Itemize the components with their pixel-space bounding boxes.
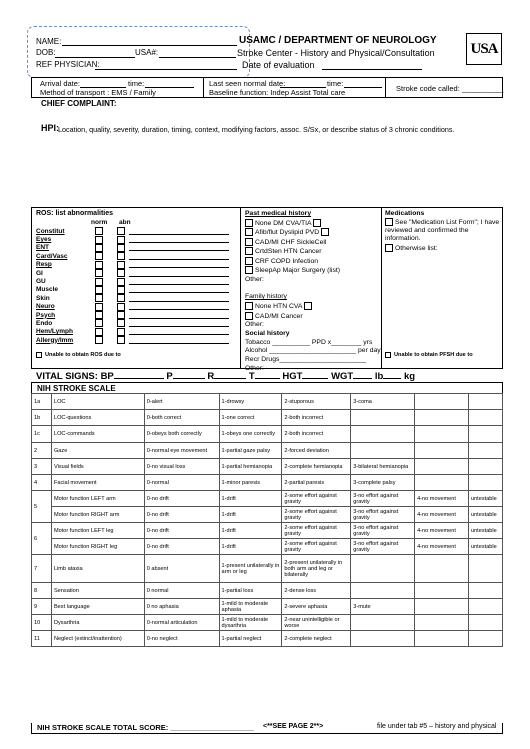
ros-norm-checkbox[interactable]	[95, 286, 103, 294]
nih-score-option[interactable]: 0-no visual loss	[144, 459, 219, 475]
nih-row	[32, 615, 503, 631]
ros-abn-checkbox[interactable]	[117, 261, 125, 269]
pmh-column	[245, 210, 381, 373]
ros-item-label: Skin	[36, 294, 50, 302]
nih-item-name: Best language	[51, 599, 144, 615]
recr-drugs-field[interactable]: Recr Drugs_______________________	[245, 355, 367, 363]
nih-score-option[interactable]: 3-bilateral hemianopia	[351, 459, 415, 475]
nih-score-option[interactable]: 3-no effort against gravity	[351, 491, 415, 507]
nih-score-option[interactable]: 2-forced deviation	[282, 443, 351, 459]
nih-score-option[interactable]: 2-some effort against gravity	[282, 539, 351, 555]
nih-score-option[interactable]: 2-present unilaterally in both arm and leg or bilaterally	[282, 555, 351, 583]
nih-score-option[interactable]: 2-stuporous	[282, 394, 351, 410]
ros-item[interactable]	[36, 328, 229, 336]
medication-list-form[interactable]	[385, 218, 501, 243]
vital-bp-label: VITAL SIGNS: BP	[36, 371, 114, 382]
nih-table	[31, 393, 503, 647]
page-subtitle: Stroke Center - History and Physical/Consultation	[237, 48, 435, 58]
nih-score-option	[468, 555, 502, 583]
vital-lb-label: lb	[374, 371, 384, 382]
logo-text: USA	[470, 40, 498, 57]
ros-norm-checkbox[interactable]	[95, 227, 103, 235]
pmh-other[interactable]: Other:	[245, 275, 264, 283]
family-row[interactable]	[245, 312, 381, 322]
nih-score-option[interactable]: 2-near unintelligible or worse	[282, 615, 351, 631]
ros-item[interactable]	[36, 227, 229, 235]
baseline-function[interactable]: Baseline function: Indep Assist Total care	[209, 88, 346, 97]
nih-title-bar	[31, 382, 503, 393]
ros-item-label: Allergy/Imm	[36, 336, 74, 344]
ros-list	[36, 227, 229, 344]
ros-item[interactable]	[36, 303, 229, 311]
nih-row	[32, 507, 503, 523]
nih-score-option[interactable]: 0 absent	[144, 555, 219, 583]
stroke-code-called[interactable]: Stroke code called: __________	[396, 84, 504, 93]
nih-score-option[interactable]: 0-normal	[144, 475, 219, 491]
nih-score-option	[351, 615, 415, 631]
tobacco-field[interactable]: Tobacco __________ PPD x________ yrs	[245, 338, 373, 346]
nih-score-option	[415, 475, 469, 491]
ros-item-label: Eyes	[36, 236, 52, 244]
nih-item-name: LOC-questions	[51, 410, 144, 426]
nih-score-option	[351, 426, 415, 443]
ros-unable[interactable]	[36, 352, 121, 358]
nih-score-option[interactable]: 2-some effort against gravity	[282, 491, 351, 507]
arrival-time-label: time:	[128, 79, 145, 88]
nih-score-option[interactable]: 2-dense loss	[282, 583, 351, 599]
ros-abn-checkbox[interactable]	[117, 227, 125, 235]
pmh-checkbox[interactable]	[245, 228, 253, 236]
pfsh-unable-label: Unable to obtain PFSH due to	[394, 352, 473, 358]
page-title: USAMC / DEPARTMENT OF NEUROLOGY	[239, 35, 437, 46]
pmh-row-label: None DM CVA/TIA	[255, 219, 312, 227]
ros-item[interactable]	[36, 252, 229, 260]
nih-score-option	[468, 443, 502, 459]
family-checkbox[interactable]	[304, 302, 312, 310]
ros-item-label: Psych	[36, 311, 56, 319]
ref-physician-field[interactable]	[36, 60, 100, 69]
nih-score-option[interactable]: 2-partial paresis	[282, 475, 351, 491]
nih-item-number: 1b	[32, 410, 52, 426]
nih-item-number: 5	[32, 491, 52, 523]
nih-score-option[interactable]: 1-drift	[219, 507, 282, 523]
nih-score-option	[415, 555, 469, 583]
arrival-date-label: Arrival date:	[40, 79, 81, 88]
ros-unable-label: Unable to obtain ROS due to	[45, 352, 121, 358]
nih-row	[32, 539, 503, 555]
ros-norm-checkbox[interactable]	[95, 336, 103, 344]
ros-item[interactable]	[36, 336, 229, 344]
nih-score-option[interactable]: 2-both incorrect	[282, 410, 351, 426]
nih-score-option	[415, 443, 469, 459]
ros-item-label: Card/Vasc	[36, 252, 68, 260]
nih-score-option[interactable]: 4-no movement	[415, 507, 469, 523]
nih-score-option[interactable]: untestable	[468, 523, 502, 539]
pmh-title: Past medical history	[245, 210, 312, 217]
nih-title: NIH STROKE SCALE	[37, 384, 116, 393]
family-other[interactable]: Other:	[245, 321, 264, 329]
nih-score-option	[351, 631, 415, 647]
pmh-row-label: CRF COPD Infection	[255, 257, 319, 265]
nih-score-option[interactable]: 0-no drift	[144, 523, 219, 539]
nih-score-option[interactable]: 1-partial neglect	[219, 631, 282, 647]
nih-score-option	[415, 459, 469, 475]
usa-label: USA#:	[135, 48, 159, 57]
family-row[interactable]	[245, 302, 381, 312]
nih-score-option	[468, 631, 502, 647]
nih-item-number: 6	[32, 523, 52, 555]
nih-score-option[interactable]: 2-some effort against gravity	[282, 523, 351, 539]
nih-score-option[interactable]: 0-alert	[144, 394, 219, 410]
ros-norm-checkbox[interactable]	[95, 303, 103, 311]
nih-score-option	[468, 475, 502, 491]
pmh-row[interactable]	[245, 219, 381, 229]
nih-score-option[interactable]: 1-partial gaze palsy	[219, 443, 282, 459]
usa-logo	[466, 33, 502, 65]
nih-score-option	[468, 394, 502, 410]
nih-item-number: 3	[32, 459, 52, 475]
ros-unable-checkbox[interactable]	[36, 352, 42, 358]
nih-item-number: 1a	[32, 394, 52, 410]
nih-row	[32, 583, 503, 599]
ros-abn-checkbox[interactable]	[117, 286, 125, 294]
nih-score-option[interactable]: 0-normal articulation	[144, 615, 219, 631]
nih-row	[32, 523, 503, 539]
nih-item-name: Motor function LEFT arm	[51, 491, 144, 507]
vital-wgt-label: WGT	[331, 371, 354, 382]
vital-hgt-label: HGT	[282, 371, 303, 382]
nih-item-name: Limb ataxia	[51, 555, 144, 583]
nih-score-option[interactable]: 1-one correct	[219, 410, 282, 426]
nih-score-option	[415, 615, 469, 631]
ros-abn-checkbox[interactable]	[117, 328, 125, 336]
otherwise-checkbox[interactable]	[385, 244, 393, 252]
nih-score-option[interactable]: 0 no aphasia	[144, 599, 219, 615]
nih-item-name: LOC-commands	[51, 426, 144, 443]
nih-score-option	[468, 583, 502, 599]
nih-item-number: 4	[32, 475, 52, 491]
nih-score-option[interactable]: 4-no movement	[415, 491, 469, 507]
pmh-row[interactable]	[245, 266, 381, 276]
nih-score-option[interactable]: 0-no drift	[144, 539, 219, 555]
nih-score-option	[468, 410, 502, 426]
transport-method[interactable]: Method of transport : EMS / Family	[40, 88, 156, 97]
see-page-2: <**SEE PAGE 2**>	[263, 723, 324, 730]
ros-item[interactable]	[36, 277, 229, 285]
nih-item-name: Sensation	[51, 583, 144, 599]
nih-score-option[interactable]: 3-coma	[351, 394, 415, 410]
nih-score-option[interactable]: untestable	[468, 491, 502, 507]
nih-score-option[interactable]: 1-mild to moderate dysarthria	[219, 615, 282, 631]
nih-item-name: Gaze	[51, 443, 144, 459]
nih-row	[32, 426, 503, 443]
pmh-row[interactable]	[245, 247, 381, 257]
vital-t-label: T	[248, 371, 255, 382]
evaluation-date-field[interactable]	[242, 60, 315, 70]
nih-score-option[interactable]: untestable	[468, 539, 502, 555]
pmh-row-label: SleepAp Major Surgery (list)	[255, 267, 340, 274]
nih-item-number: 9	[32, 599, 52, 615]
ros-abn-checkbox[interactable]	[117, 269, 125, 277]
nih-footer	[31, 723, 503, 734]
name-label: NAME:	[36, 37, 62, 46]
nih-row	[32, 410, 503, 426]
nih-score-option[interactable]: 0-both correct	[144, 410, 219, 426]
last-seen-time-label: time:	[327, 79, 344, 88]
family-checkbox[interactable]	[245, 302, 253, 310]
file-under-note: file under tab #5 – history and physical	[377, 723, 497, 730]
ros-abn-checkbox[interactable]	[117, 244, 125, 252]
pmh-row-label: CAD/MI CHF SickleCell	[255, 238, 327, 246]
nih-score-option[interactable]: 2-complete hemianopia	[282, 459, 351, 475]
nih-score-option[interactable]: 2-both incorrect	[282, 426, 351, 443]
nih-score-option	[415, 394, 469, 410]
nih-row	[32, 599, 503, 615]
nih-score-option[interactable]: 4-no movement	[415, 523, 469, 539]
ros-item-label: GU	[36, 278, 46, 286]
ros-item[interactable]	[36, 319, 229, 327]
last-seen-label: Last seen normal date:	[209, 79, 286, 88]
pmh-checkbox[interactable]	[245, 266, 253, 274]
nih-item-name: Dysarthria	[51, 615, 144, 631]
nih-score-option[interactable]: 0-no drift	[144, 491, 219, 507]
family-row-label: CAD/MI Cancer	[255, 312, 303, 320]
ros-item[interactable]	[36, 235, 229, 243]
family-history-title: Family history	[245, 293, 287, 301]
ros-item-label: GI	[36, 269, 43, 277]
nih-score-option	[468, 459, 502, 475]
nih-item-name: Motor function LEFT leg	[51, 523, 144, 539]
dob-label: DOB:	[36, 48, 56, 57]
nih-score-option[interactable]: 1-partial loss	[219, 583, 282, 599]
nih-score-option[interactable]: 1-drift	[219, 539, 282, 555]
nih-score-option	[351, 443, 415, 459]
ros-abn-checkbox[interactable]	[117, 252, 125, 260]
nih-score-option[interactable]: 3-no effort against gravity	[351, 523, 415, 539]
usa-number-field[interactable]	[135, 48, 158, 57]
ros-abn-checkbox[interactable]	[117, 319, 125, 327]
nih-item-number: 8	[32, 583, 52, 599]
nih-score-option[interactable]: 1-minor paresis	[219, 475, 282, 491]
ros-abn-header: abn	[119, 219, 131, 226]
pfsh-unable[interactable]	[385, 352, 473, 358]
nih-score-option[interactable]: 0-obeys both correctly	[144, 426, 219, 443]
nih-row	[32, 491, 503, 507]
nih-item-number: 10	[32, 615, 52, 631]
nih-score-option[interactable]: untestable	[468, 507, 502, 523]
nih-score-option[interactable]: 1-partial hemianopia	[219, 459, 282, 475]
otherwise-label: Otherwise list:	[395, 244, 438, 252]
nih-score-option[interactable]: 4-no movement	[415, 539, 469, 555]
social-history-title: Social history	[245, 329, 290, 337]
nih-item-name: LOC	[51, 394, 144, 410]
nih-score-option	[468, 599, 502, 615]
ros-norm-checkbox[interactable]	[95, 269, 103, 277]
nih-row	[32, 555, 503, 583]
nih-score-option	[351, 555, 415, 583]
ros-norm-checkbox[interactable]	[95, 252, 103, 260]
evaluation-date-label: Date of evaluation	[242, 60, 315, 70]
alcohol-field[interactable]: Alcohol _______________________ per day	[245, 347, 381, 355]
medications-column	[385, 210, 501, 253]
ros-item-label: Resp	[36, 261, 52, 269]
nih-item-name: Visual fields	[51, 459, 144, 475]
ref-physician-label: REF PHYSICIAN:	[36, 60, 100, 69]
nih-row	[32, 459, 503, 475]
vital-kg-label: kg	[403, 371, 416, 382]
nih-score-option[interactable]: 1-mild to moderate aphasia	[219, 599, 282, 615]
pmh-row[interactable]	[245, 238, 381, 248]
nih-score-option[interactable]: 3-no effort against gravity	[351, 539, 415, 555]
ros-norm-checkbox[interactable]	[95, 261, 103, 269]
nih-score-option	[468, 426, 502, 443]
nih-score-option	[415, 631, 469, 647]
ros-item-label: Constitut	[36, 227, 65, 235]
ros-item[interactable]	[36, 261, 229, 269]
nih-item-name: Motor function RIGHT leg	[51, 539, 144, 555]
ros-item[interactable]	[36, 244, 229, 252]
nih-total-score[interactable]: NIH STROKE SCALE TOTAL SCORE: ____________________	[37, 723, 254, 732]
medications-otherwise[interactable]	[385, 244, 501, 253]
ros-item-label: Hem/Lymph	[36, 328, 73, 336]
nih-score-option[interactable]: 1-drift	[219, 491, 282, 507]
dob-field[interactable]	[36, 48, 56, 57]
ros-abn-checkbox[interactable]	[117, 303, 125, 311]
nih-score-option[interactable]: 3-complete palsy	[351, 475, 415, 491]
pmh-checkbox[interactable]	[313, 219, 321, 227]
nih-row	[32, 443, 503, 459]
nih-score-option[interactable]: 3-no effort against gravity	[351, 507, 415, 523]
nih-score-option	[415, 410, 469, 426]
vital-p-label: P	[166, 371, 173, 382]
nih-score-option[interactable]: 1-drift	[219, 523, 282, 539]
pmh-checkbox[interactable]	[245, 238, 253, 246]
nih-score-option	[351, 583, 415, 599]
ros-norm-checkbox[interactable]	[95, 319, 103, 327]
medications-title: Medications	[385, 210, 425, 217]
hpi-label: HPI:	[41, 123, 59, 133]
ros-title: ROS: list abnormalities	[36, 210, 114, 217]
nih-score-option[interactable]: 2-complete neglect	[282, 631, 351, 647]
ros-norm-checkbox[interactable]	[95, 236, 103, 244]
ros-item-label: ENT	[36, 244, 49, 252]
ros-item[interactable]	[36, 311, 229, 319]
nih-score-option[interactable]: 3-mute	[351, 599, 415, 615]
nih-row	[32, 394, 503, 410]
nih-score-option[interactable]: 0 normal	[144, 583, 219, 599]
pmh-row-label: CrtdSten HTN Cancer	[255, 248, 322, 255]
name-field[interactable]	[36, 37, 61, 46]
pmh-checkbox[interactable]	[321, 228, 329, 236]
pmh-row-label: Afib/flut Dyslipid PVD	[255, 229, 320, 236]
nih-score-option	[468, 615, 502, 631]
medication-list-checkbox[interactable]	[385, 218, 393, 226]
chief-complaint-label: CHIEF COMPLAINT:	[41, 99, 117, 108]
ros-item[interactable]	[36, 269, 229, 277]
ros-item-label: Muscle	[36, 286, 59, 294]
ros-item-label: Endo	[36, 319, 53, 327]
ros-abn-checkbox[interactable]	[117, 236, 125, 244]
nih-score-option[interactable]: 0-no drift	[144, 507, 219, 523]
nih-score-option	[351, 410, 415, 426]
ros-abn-checkbox[interactable]	[117, 311, 125, 319]
ros-item[interactable]	[36, 294, 229, 302]
hpi-instructions: Location, quality, severity, duration, timing, context, modifying factors, assoc. S/Sx, or describe status of 3 chronic conditions.	[58, 125, 455, 134]
nih-item-name: Neglect (extinct/inattention)	[51, 631, 144, 647]
ros-abn-checkbox[interactable]	[117, 294, 125, 302]
pmh-checkbox[interactable]	[245, 257, 253, 265]
ros-norm-checkbox[interactable]	[95, 328, 103, 336]
family-checkbox[interactable]	[245, 312, 253, 320]
nih-item-name: Motor function RIGHT arm	[51, 507, 144, 523]
nih-score-option[interactable]: 2-some effort against gravity	[282, 507, 351, 523]
ros-norm-checkbox[interactable]	[95, 278, 103, 286]
ros-item[interactable]	[36, 286, 229, 294]
pmh-checkbox[interactable]	[245, 219, 253, 227]
nih-score-option	[415, 583, 469, 599]
nih-score-option[interactable]: 1-obeys one correctly	[219, 426, 282, 443]
vital-signs-row	[36, 371, 415, 382]
ros-norm-checkbox[interactable]	[95, 311, 103, 319]
ros-norm-header: norm	[91, 219, 108, 226]
medication-list-label: See "Medication List Form"; I have reviewed and confirmed the information.	[385, 219, 500, 243]
nih-item-number: 7	[32, 555, 52, 583]
pmh-checkbox[interactable]	[245, 247, 253, 255]
nih-score-option[interactable]: 1-drowsy	[219, 394, 282, 410]
nih-score-option	[415, 426, 469, 443]
nih-score-option	[415, 599, 469, 615]
nih-item-number: 11	[32, 631, 52, 647]
ros-norm-checkbox[interactable]	[95, 244, 103, 252]
ros-abn-checkbox[interactable]	[117, 336, 125, 344]
nih-row	[32, 475, 503, 491]
nih-row	[32, 631, 503, 647]
vital-r-label: R	[207, 371, 215, 382]
nih-score-option[interactable]: 1-present unilaterally in arm or leg	[219, 555, 282, 583]
pmh-row[interactable]	[245, 228, 381, 238]
nih-score-option[interactable]: 0-normal eye movement	[144, 443, 219, 459]
nih-score-option[interactable]: 0-no neglect	[144, 631, 219, 647]
social-other[interactable]: Other:	[245, 364, 264, 372]
pmh-row[interactable]	[245, 257, 381, 267]
ros-item-label: Neuro	[36, 303, 55, 311]
ros-norm-checkbox[interactable]	[95, 294, 103, 302]
nih-item-number: 2	[32, 443, 52, 459]
nih-item-name: Facial movement	[51, 475, 144, 491]
ros-abn-checkbox[interactable]	[117, 278, 125, 286]
pfsh-unable-checkbox[interactable]	[385, 352, 391, 358]
nih-item-number: 1c	[32, 426, 52, 443]
nih-score-option[interactable]: 2-severe aphasia	[282, 599, 351, 615]
family-row-label: None HTN CVA	[255, 302, 303, 310]
